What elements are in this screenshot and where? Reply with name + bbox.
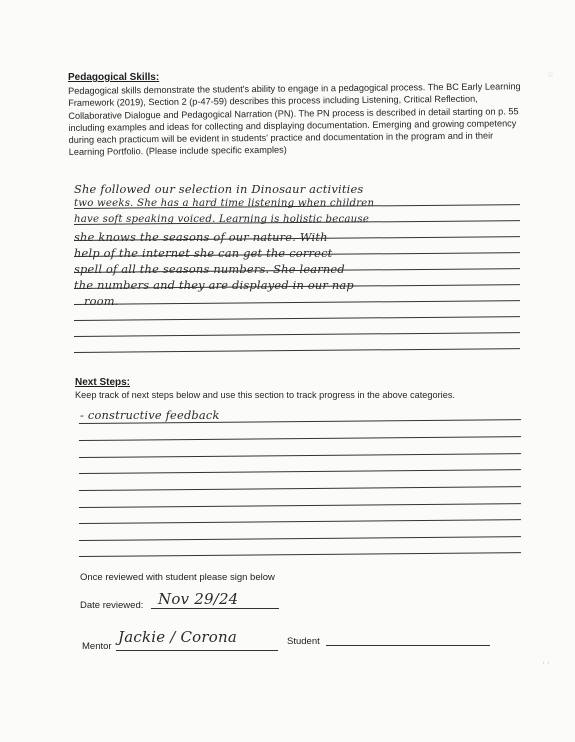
review-instruction: Once reviewed with student please sign below	[80, 572, 275, 583]
corner-mark: ˌ ˌ	[542, 655, 550, 664]
ruled-line	[74, 300, 520, 305]
ruled-line	[74, 348, 520, 353]
next-steps-ruled-area	[79, 410, 521, 560]
next-steps-description: Keep track of next steps below and use this section to track progress in the above categories.	[75, 390, 455, 400]
next-steps-title: Next Steps:	[75, 377, 131, 388]
student-label: Student	[287, 636, 320, 647]
date-reviewed-label: Date reviewed:	[80, 600, 144, 611]
mentor-signature-line	[116, 650, 278, 651]
student-signature-line	[326, 645, 490, 646]
pedagogical-skills-description: Pedagogical skills demonstrate the student's ability to engage in a pedagogical process. The BC Early Learning Framework (2019), Section 2 (p-47-59) describes this process including Listening, Critical Reflection, Collaborative Dialogue and Pedagogical Narration (PN). The PN process is described in detail starting on p. 55 including examples and ideas for collecting and displaying documentation. Emerging and growing competency during each practicum will be evident in students' practice and documentation in the program and in their Learning Portfolio. (Please include specific examples)	[68, 81, 521, 158]
handwritten-line: she knows the seasons of our nature. With	[74, 230, 328, 244]
corner-mark: ◌	[548, 70, 553, 79]
pedagogical-skills-title: Pedagogical Skills:	[68, 72, 160, 83]
handwritten-line: help of the internet she can get the correct	[74, 246, 333, 260]
ruled-line	[79, 436, 521, 441]
mentor-label: Mentor	[82, 641, 112, 652]
handwritten-line: two weeks. She has a hard time listening when children	[74, 198, 375, 209]
ruled-line	[79, 552, 521, 557]
date-reviewed-value: Nov 29/24	[158, 590, 239, 608]
ruled-line	[79, 469, 521, 474]
handwritten-line: She followed our selection in Dinosaur activities	[74, 182, 364, 196]
handwritten-next-step: - constructive feedback	[80, 408, 220, 422]
handwritten-line: room.	[84, 294, 119, 308]
ruled-line	[74, 332, 520, 337]
handwritten-line: have soft speaking voiced. Learning is holistic because	[74, 214, 370, 225]
mentor-signature: Jackie / Corona	[118, 628, 238, 646]
date-reviewed-line	[151, 608, 279, 609]
ruled-line	[79, 536, 521, 541]
handwritten-line: spell of all the seasons numbers. She learned	[74, 262, 345, 276]
ruled-line	[79, 503, 521, 508]
ruled-line	[79, 453, 521, 458]
ruled-line	[79, 486, 521, 491]
ruled-line	[74, 316, 520, 321]
handwritten-line: the numbers and they are displayed in our nap	[74, 278, 354, 292]
ruled-line	[79, 519, 521, 524]
